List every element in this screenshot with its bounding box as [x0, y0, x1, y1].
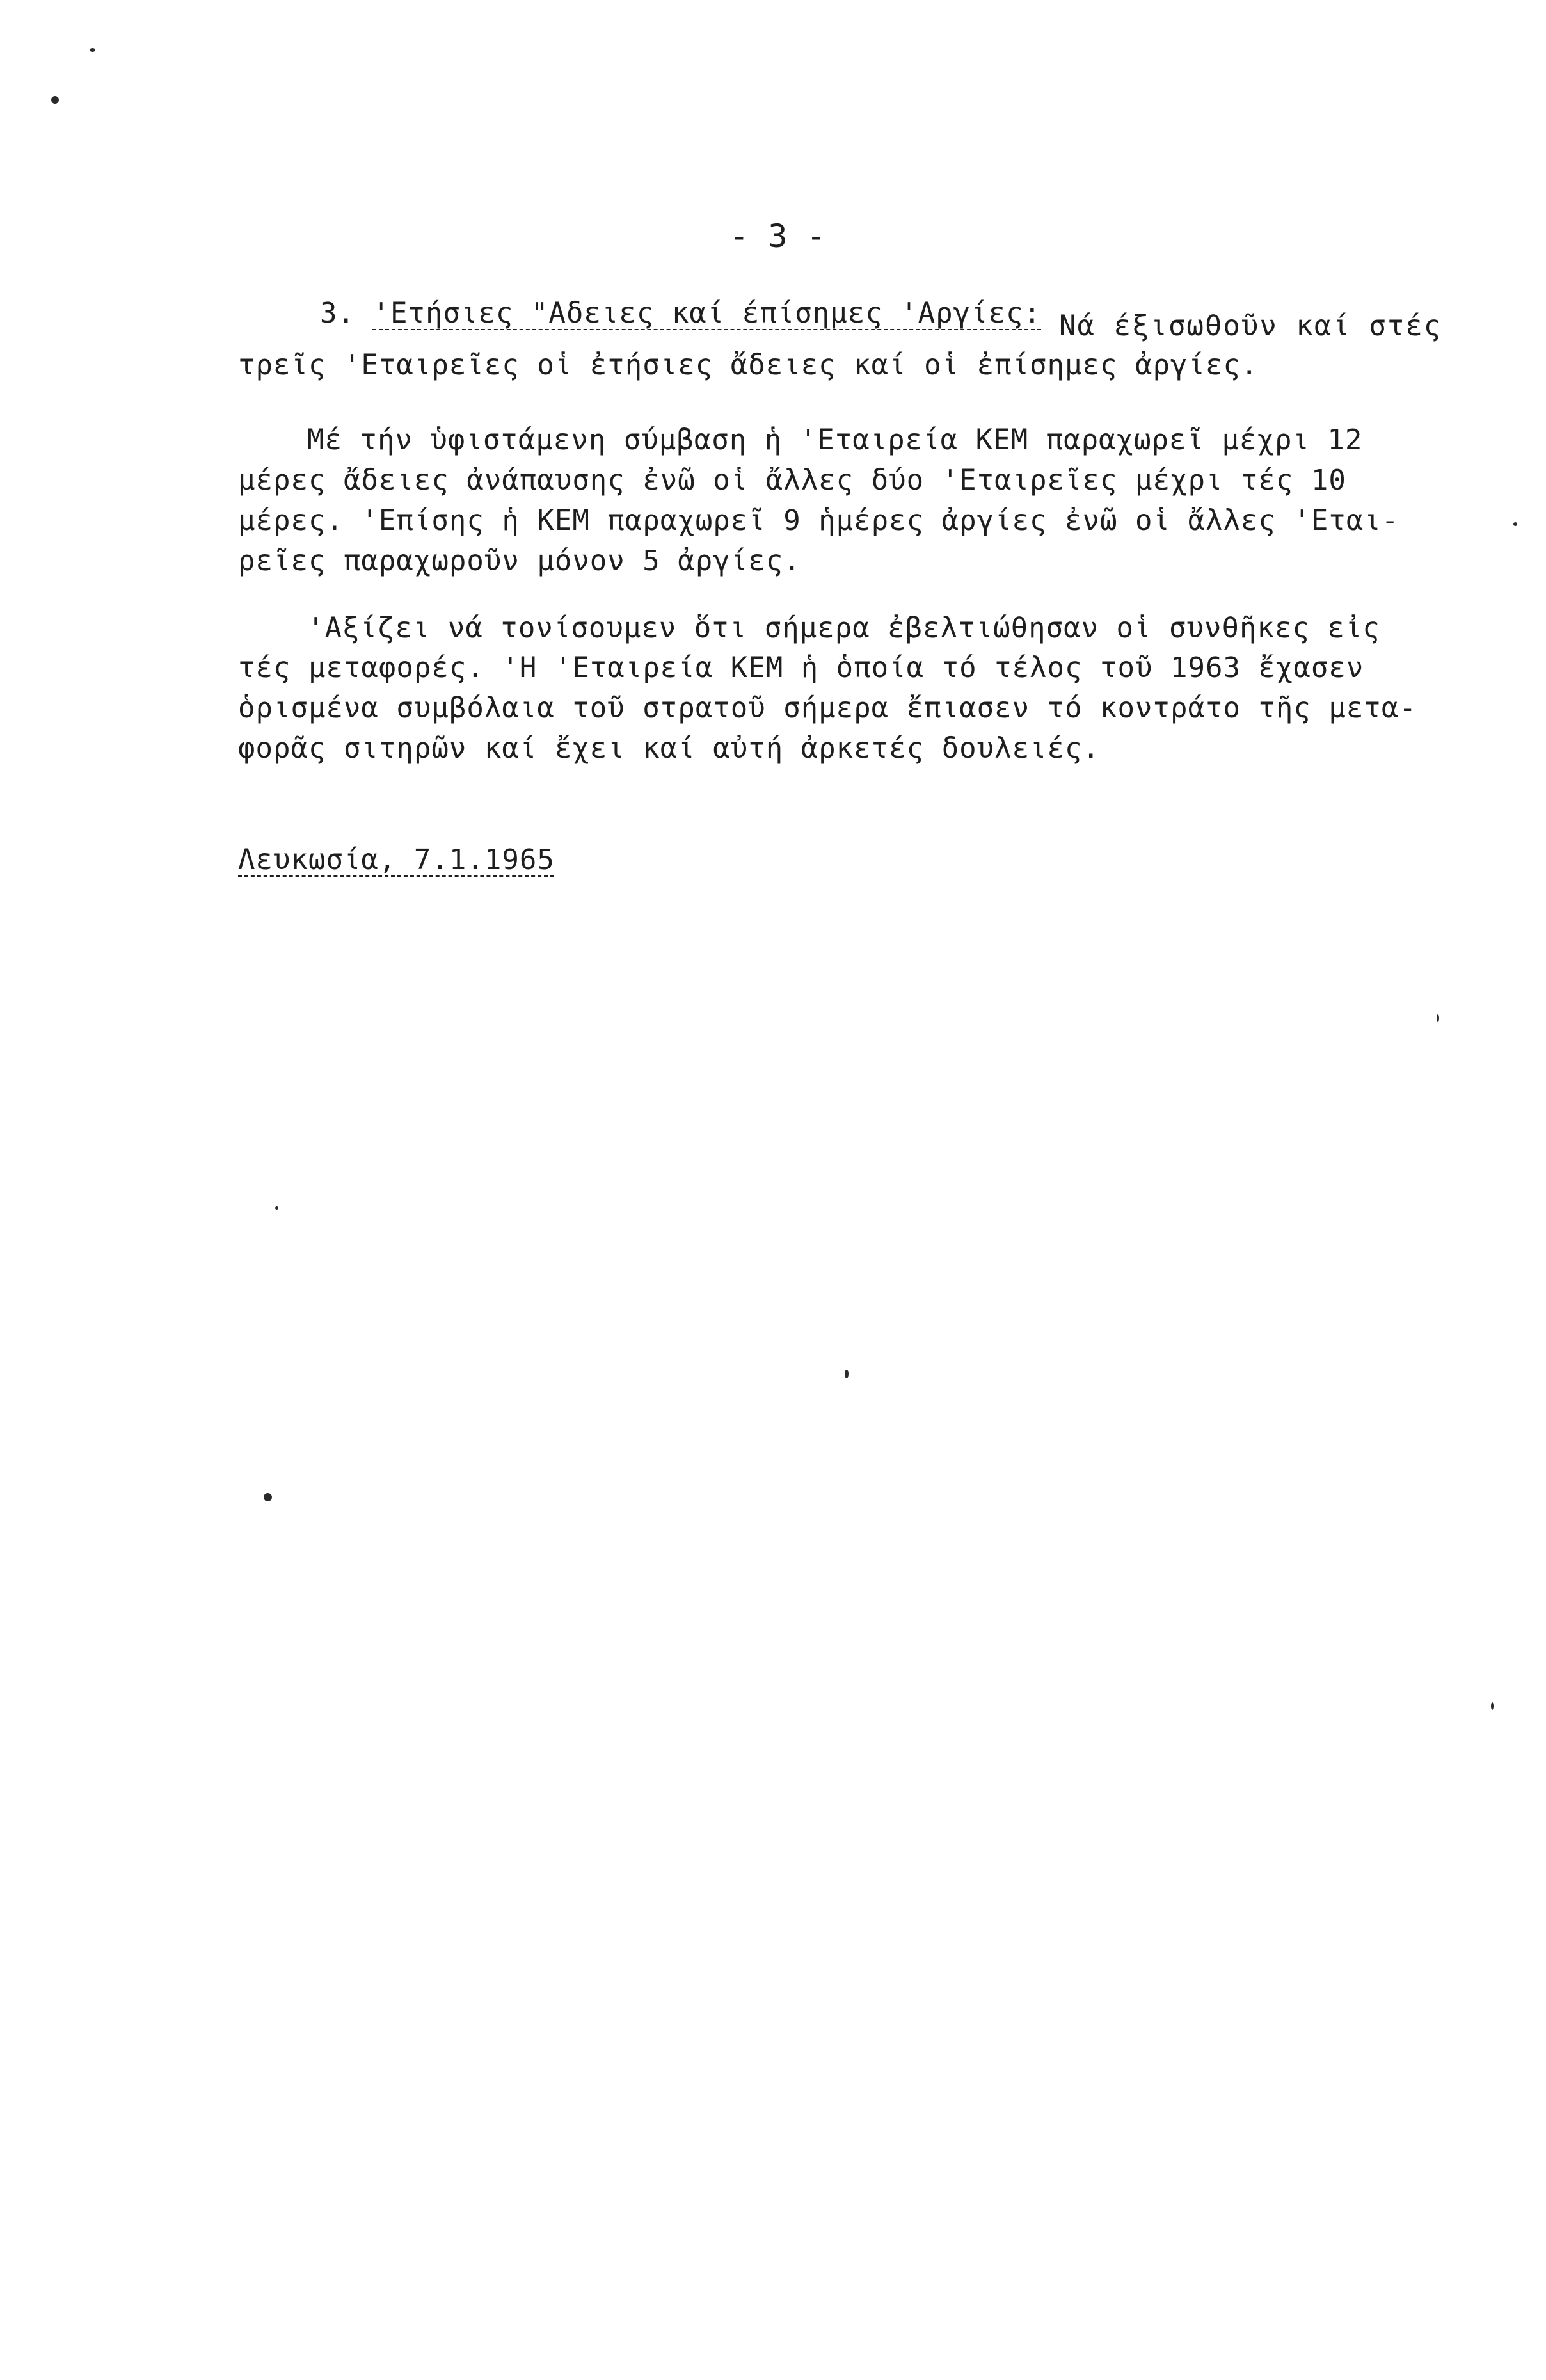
paragraph1-line-2: μέρες ἄδειες ἀνάπαυσης ἐνῶ οἱ ἄλλες δύο 'Εταιρεῖες μέχρι τές 10 [238, 464, 1346, 497]
section-heading-tail: Νά έξισωθοῦν καί στές [1059, 310, 1442, 342]
scan-speck [264, 1493, 272, 1501]
scan-speck [845, 1370, 849, 1378]
scan-speck [1437, 1014, 1439, 1022]
section-number: 3. [320, 297, 355, 330]
paragraph1-line-4: ρεῖες παραχωροῦν μόνον 5 ἀργίες. [238, 545, 801, 577]
scan-speck [90, 48, 95, 52]
page-number: - 3 - [729, 218, 826, 255]
paragraph2-line-3: ὁρισμένα συμβόλαια τοῦ στρατοῦ σήμερα ἔπιασεν τό κοντράτο τῆς μετα- [238, 692, 1417, 724]
section-heading-line [320, 299, 1041, 328]
scan-speck [275, 1206, 278, 1210]
section-heading: 'Ετήσιες "Αδειες καί έπίσημες 'Αργίες: [372, 297, 1042, 330]
scan-speck [51, 96, 59, 104]
paragraph1-line-1: Μέ τήν ὑφιστάμενη σύμβαση ἡ 'Εταιρεία ΚΕΜ παραχωρεῖ μέχρι 12 [307, 424, 1363, 456]
place-date: Λευκωσία, 7.1.1965 [238, 843, 555, 876]
scan-speck [1491, 1702, 1494, 1710]
paragraph1-line-3: μέρες. 'Επίσης ἡ ΚΕΜ παραχωρεῖ 9 ἡμέρες ἀργίες ἐνῶ οἱ ἄλλες 'Εται- [238, 504, 1399, 537]
section-line-2: τρεῖς 'Εταιρεῖες οἱ ἐτήσιες ἄδειες καί οἱ ἐπίσημες ἀργίες. [238, 349, 1259, 381]
paragraph2-line-4: φορᾶς σιτηρῶν καί ἔχει καί αὐτή ἀρκετές δουλειές. [238, 732, 1101, 765]
scan-speck [1513, 522, 1517, 526]
paragraph2-line-2: τές μεταφορές. 'Η 'Εταιρεία ΚΕΜ ἡ ὁποία τό τέλος τοῦ 1963 ἔχασεν [238, 651, 1364, 684]
paragraph2-line-1: 'Αξίζει νά τονίσουμεν ὅτι σήμερα ἐβελτιώθησαν οἱ συνθῆκες εἰς [307, 612, 1380, 644]
